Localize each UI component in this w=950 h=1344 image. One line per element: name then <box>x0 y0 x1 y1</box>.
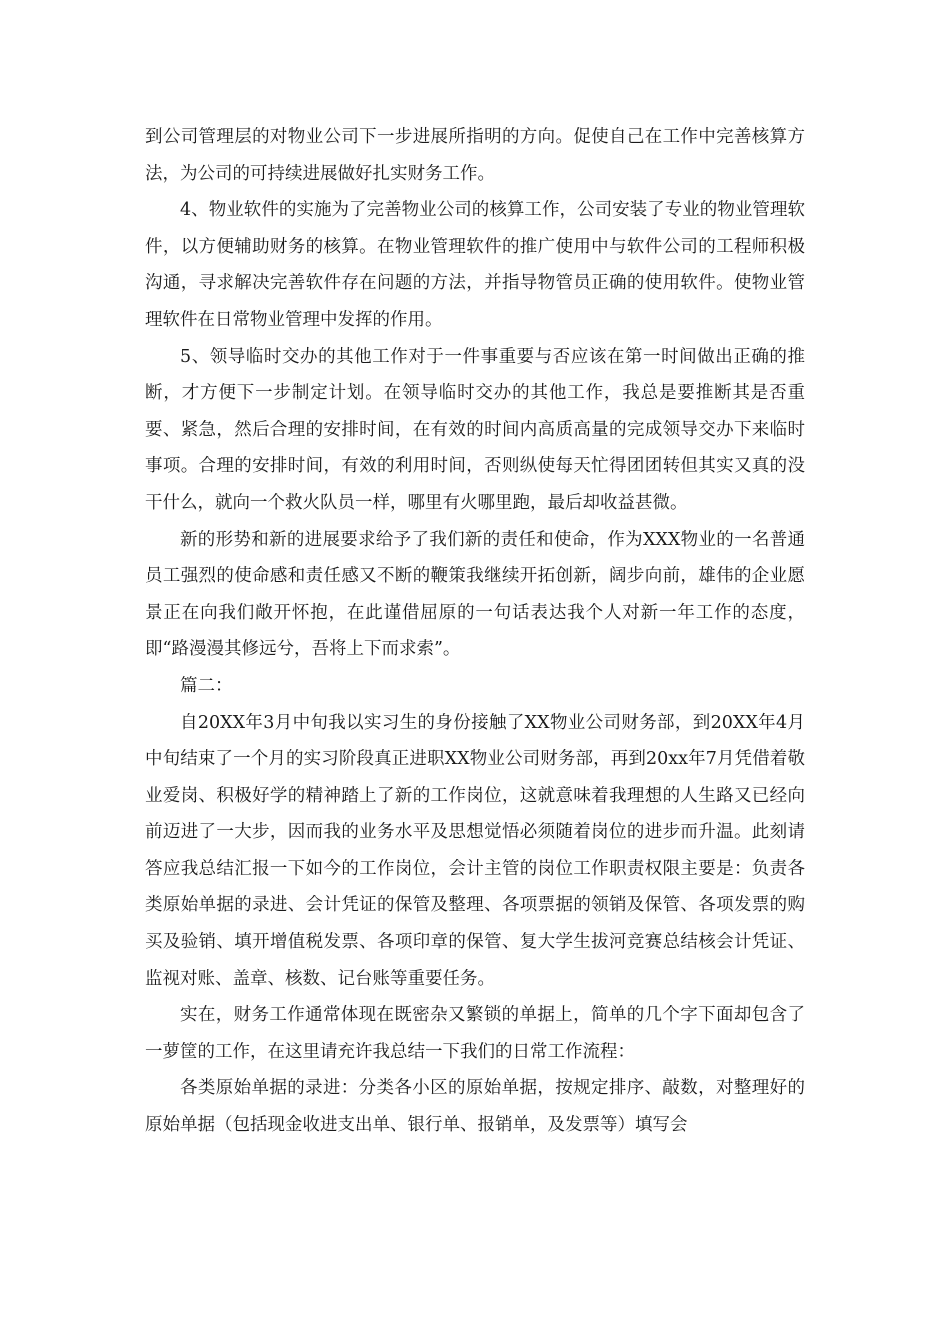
document-body <box>145 119 805 1144</box>
paragraph-temporary-tasks: 5、领导临时交办的其他工作对于一件事重要与否应该在第一时间做出正确的推断，才方便下一步制定计划。在领导临时交办的其他工作，我总是要推断其是否重要、紧急，然后合理的安排时间，在有效的时间内高质高量的完成领导交办下来临时事项。合理的安排时间，有效的利用时间，否则纵使每天忙得团团转但其实又真的没干什么，就向一个救火队员一样，哪里有火哪里跑，最后却收益甚微。 <box>145 346 805 513</box>
paragraph-document-entry: 各类原始单据的录进：分类各小区的原始单据，按规定排序、敲数，对整理好的原始单据（包括现金收进支出单、银行单、报销单，及发票等）填写会 <box>145 1078 805 1136</box>
paragraph-workflow-intro: 实在，财务工作通常体现在既密杂又繁锁的单据上，简单的几个字下面却包含了一萝筐的工作，在这里请充许我总结一下我们的日常工作流程： <box>145 1005 805 1062</box>
paragraph-internship: 自20XX年3月中旬我以实习生的身份接触了XX物业公司财务部，到20XX年4月中旬结束了一个月的实习阶段真正进职XX物业公司财务部，再到20xx年7月凭借着敬业爱岗、积极好学的精神踏上了新的工作岗位，这就意味着我理想的人生路又已经向前迈进了一大步，因而我的业务水平及思想觉悟必须随着岗位的进步而升温。此刻请答应我总结汇报一下如今的工作岗位，会计主管的岗位工作职责权限主要是：负责各类原始单据的录进、会计凭证的保管及整理、各项票据的领销及保管、各项发票的购买及验销、填开增值税发票、各项印章的保管、复大学生拔河竞赛总结核会计凭证、监视对账、盖章、核数、记台账等重要任务。 <box>145 712 805 989</box>
paragraph-continuation: 到公司管理层的对物业公司下一步进展所指明的方向。促使自己在工作中完善核算方法，为公司的可持续进展做好扎实财务工作。 <box>145 127 805 184</box>
section-heading-part-two: 篇二： <box>180 675 233 696</box>
paragraph-new-situation: 新的形势和新的进展要求给予了我们新的责任和使命，作为XXX物业的一名普通员工强烈的使命感和责任感又不断的鞭策我继续开拓创新，阔步向前，雄伟的企业愿景正在向我们敞开怀抱，在此谨借屈原的一句话表达我个人对新一年工作的态度，即“路漫漫其修远兮，吾将上下而求索”。 <box>145 529 805 660</box>
paragraph-software-implementation: 4、物业软件的实施为了完善物业公司的核算工作，公司安装了专业的物业管理软件，以方便辅助财务的核算。在物业管理软件的推广使用中与软件公司的工程师积极沟通，寻求解决完善软件存在问题的方法，并指导物管员正确的使用软件。使物业管理软件在日常物业管理中发挥的作用。 <box>145 200 805 330</box>
